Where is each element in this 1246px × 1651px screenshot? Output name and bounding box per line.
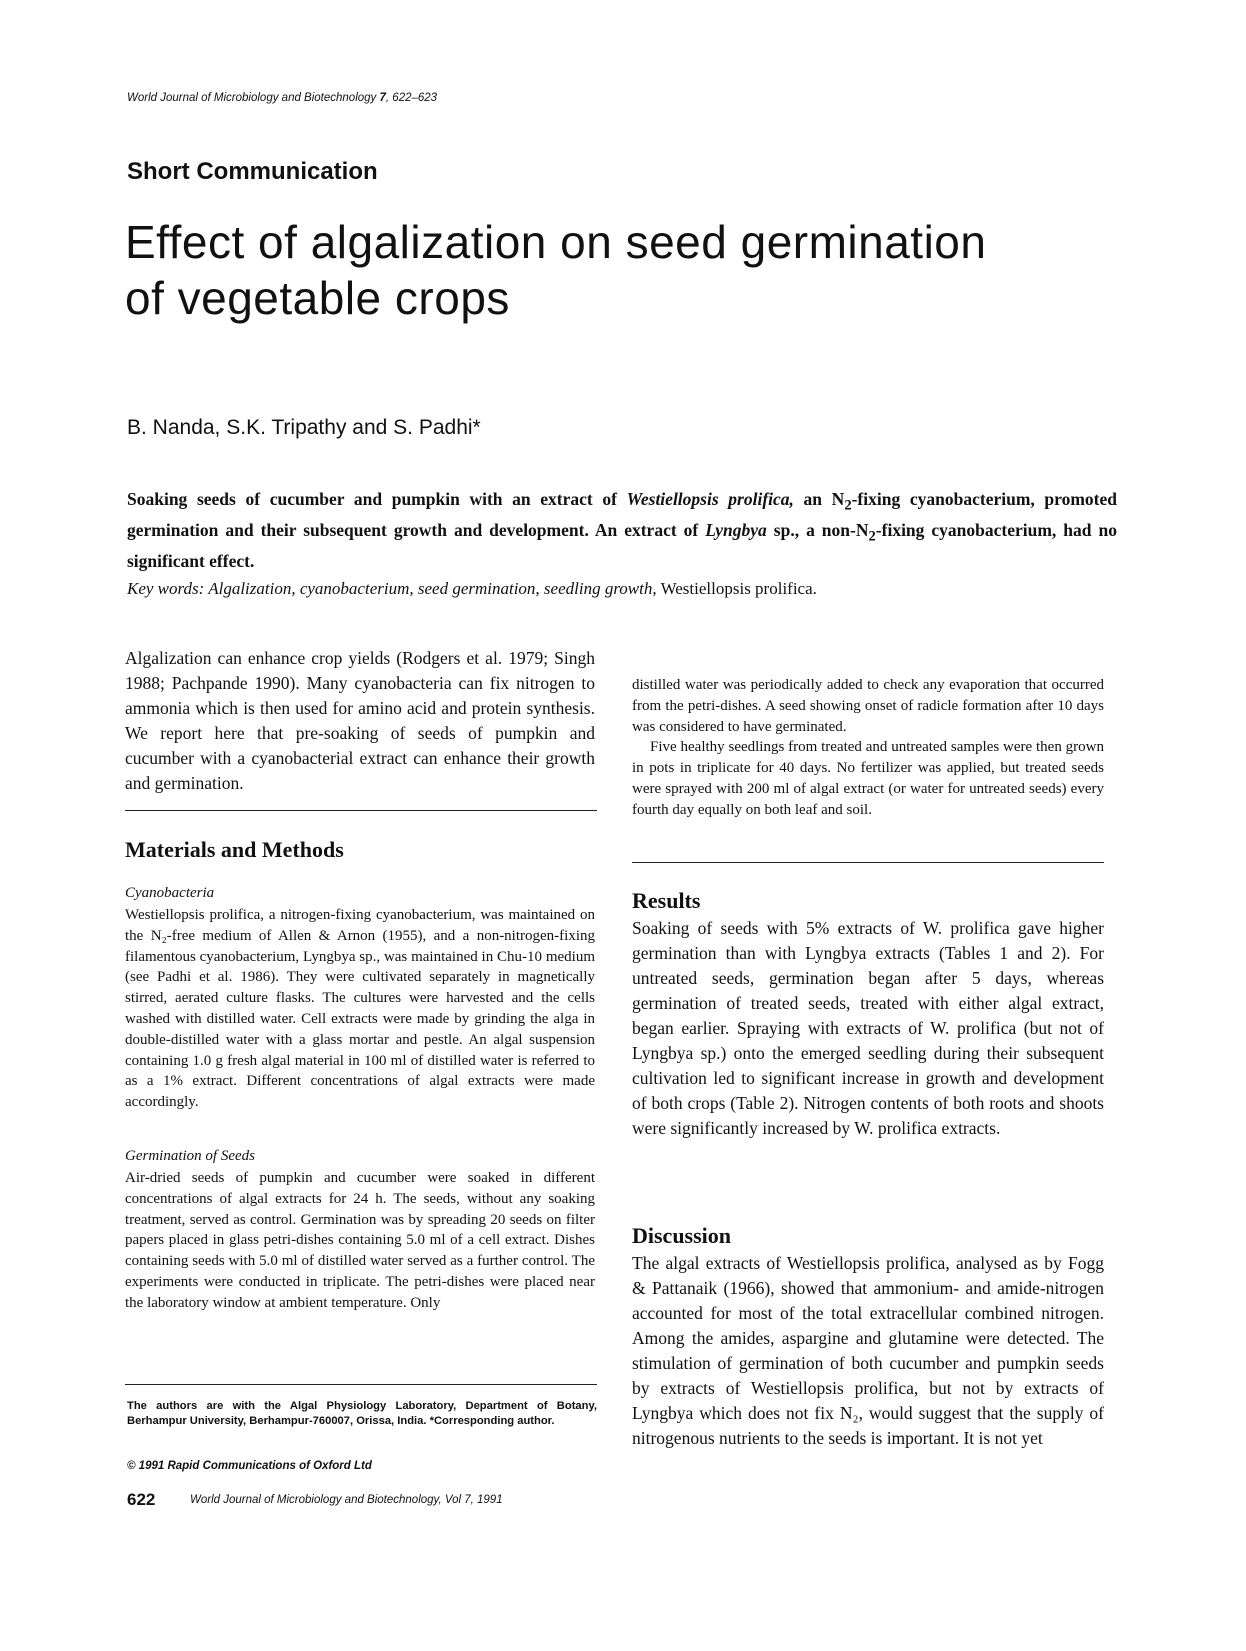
cyanobacteria-subhead: Cyanobacteria: [125, 885, 215, 901]
running-head-journal: World Journal of Microbiology and Biotechnology: [127, 92, 377, 104]
abstract-subscript: 2: [868, 528, 876, 545]
discussion-heading: Discussion: [632, 1223, 732, 1248]
results-heading: Results: [632, 888, 701, 913]
materials-heading: Materials and Methods: [125, 837, 344, 862]
keywords-species: Westiellopsis prolifica.: [656, 579, 817, 598]
page-number: 622: [127, 1490, 156, 1509]
copyright-notice: © 1991 Rapid Communications of Oxford Ltd: [127, 1460, 372, 1472]
title-line-2: of vegetable crops: [125, 272, 510, 324]
section-label: Short Communication: [127, 158, 378, 185]
methods-continued-p1: distilled water was periodically added to check any evaporation that occurred from the petri-dishes. A seed showing onset of radicle formation after 10 days was considered to have germinated.: [632, 677, 1104, 735]
divider: [632, 862, 1104, 863]
keywords: [127, 579, 1117, 599]
cyanobacteria-paragraph: Westiellopsis prolifica, a nitrogen-fixing cyanobacterium, was maintained on the N₂-free medium of Allen & Arnon (1955), and a non-nitrogen-fixing filamentous cyanobacterium, Lyngbya sp., was maintained in Chu-10 medium (see Padhi et al. 1986). They were cultivated separately in magnetically stirred, aerated culture flasks. The cultures were harvested and the cells washed with distilled water. Cell extracts were made by grinding the alga in double-distilled water with a glass mortar and pestle. An algal suspension containing 1.0 g fresh algal material in 100 ml of distilled water is referred to as a 1% extract. Different concentrations of algal extracts were made accordingly.: [125, 907, 595, 1111]
author-footnote: The authors are with the Algal Physiology Laboratory, Department of Botany, Berhampur University, Berhampur-760007, Orissa, India. *Corresponding author.: [127, 1400, 597, 1427]
abstract-part: sp., a non-N: [766, 520, 869, 540]
authors: B. Nanda, S.K. Tripathy and S. Padhi*: [127, 416, 481, 439]
abstract-subscript: 2: [844, 497, 852, 514]
abstract-part: Soaking seeds of cucumber and pumpkin with an extract of: [127, 489, 627, 509]
title-line-1: Effect of algalization on seed germination: [125, 216, 987, 268]
keywords-label: Key words: Algalization, cyanobacterium, seed germination, seedling growth,: [127, 579, 657, 598]
germination-subhead: Germination of Seeds: [125, 1148, 255, 1164]
discussion-paragraph: The algal extracts of Westiellopsis prolifica, analysed as by Fogg & Pattanaik (1966), showed that ammonium- and amide-nitrogen accounted for most of the total extracellular combined nitrogen. Among the amides, aspargine and glutamine were detected. The stimulation of germination of both cucumber and pumpkin seeds by extracts of Westiellopsis prolifica, but not by extracts of Lyngbya which does not fix N₂, would suggest that the supply of nitrogenous nutrients to the seeds is important. It is not yet: [632, 1253, 1104, 1448]
abstract: [127, 487, 1117, 574]
divider: [125, 810, 597, 811]
abstract-species: Lyngbya: [705, 520, 767, 540]
abstract-part: -fixing cyanobacterium, promoted germination and their subsequent growth and development. An extract of: [127, 489, 1117, 540]
article-title: [125, 214, 1125, 326]
results-paragraph: Soaking of seeds with 5% extracts of W. prolifica gave higher germination than with Lyngbya extracts (Tables 1 and 2). For untreated seeds, germination began after 5 days, whereas germination of treated seeds, treated with either algal extract, began earlier. Spraying with extracts of W. prolifica (but not of Lyngbya sp.) onto the emerged seedling during their subsequent cultivation led to significant increase in growth and development of both crops (Table 2). Nitrogen contents of both roots and shoots were significantly increased by W. prolifica extracts.: [632, 918, 1104, 1138]
running-head-volume: 7: [379, 92, 386, 104]
abstract-part: an N: [793, 489, 845, 509]
methods-continued-p2: Five healthy seedlings from treated and untreated samples were then grown in pots in triplicate for 40 days. No fertilizer was applied, but treated seeds were sprayed with 200 ml of algal extract (or water for untreated seeds) every fourth day equally on both leaf and soil.: [632, 739, 1104, 818]
abstract-part: -fixing cyanobacterium, had no significant effect.: [127, 520, 1117, 571]
germination-paragraph: Air-dried seeds of pumpkin and cucumber were soaked in different concentrations of algal extracts for 24 h. The seeds, without any soaking treatment, served as control. Germination was by spreading 20 seeds on filter papers placed in glass petri-dishes containing 5.0 ml of a cell extract. Dishes containing seeds with 5.0 ml of distilled water served as a further control. The experiments were conducted in triplicate. The petri-dishes were placed near the laboratory window at ambient temperature. Only: [125, 1170, 595, 1311]
methods-continued: [632, 675, 1104, 821]
footnote-divider: [125, 1384, 597, 1385]
intro-paragraph: Algalization can enhance crop yields (Rodgers et al. 1979; Singh 1988; Pachpande 1990). Many cyanobacteria can fix nitrogen to ammonia which is then used for amino acid and protein synthesis. We report here that pre-soaking of seeds of pumpkin and cucumber with a cyanobacterial extract can enhance their growth and germination.: [125, 648, 595, 793]
abstract-species: Westiellopsis prolifica,: [626, 489, 794, 509]
running-head-pages: , 622–623: [385, 92, 438, 104]
footer-journal: World Journal of Microbiology and Biotechnology, Vol 7, 1991: [190, 1494, 503, 1506]
running-head: [127, 92, 437, 104]
